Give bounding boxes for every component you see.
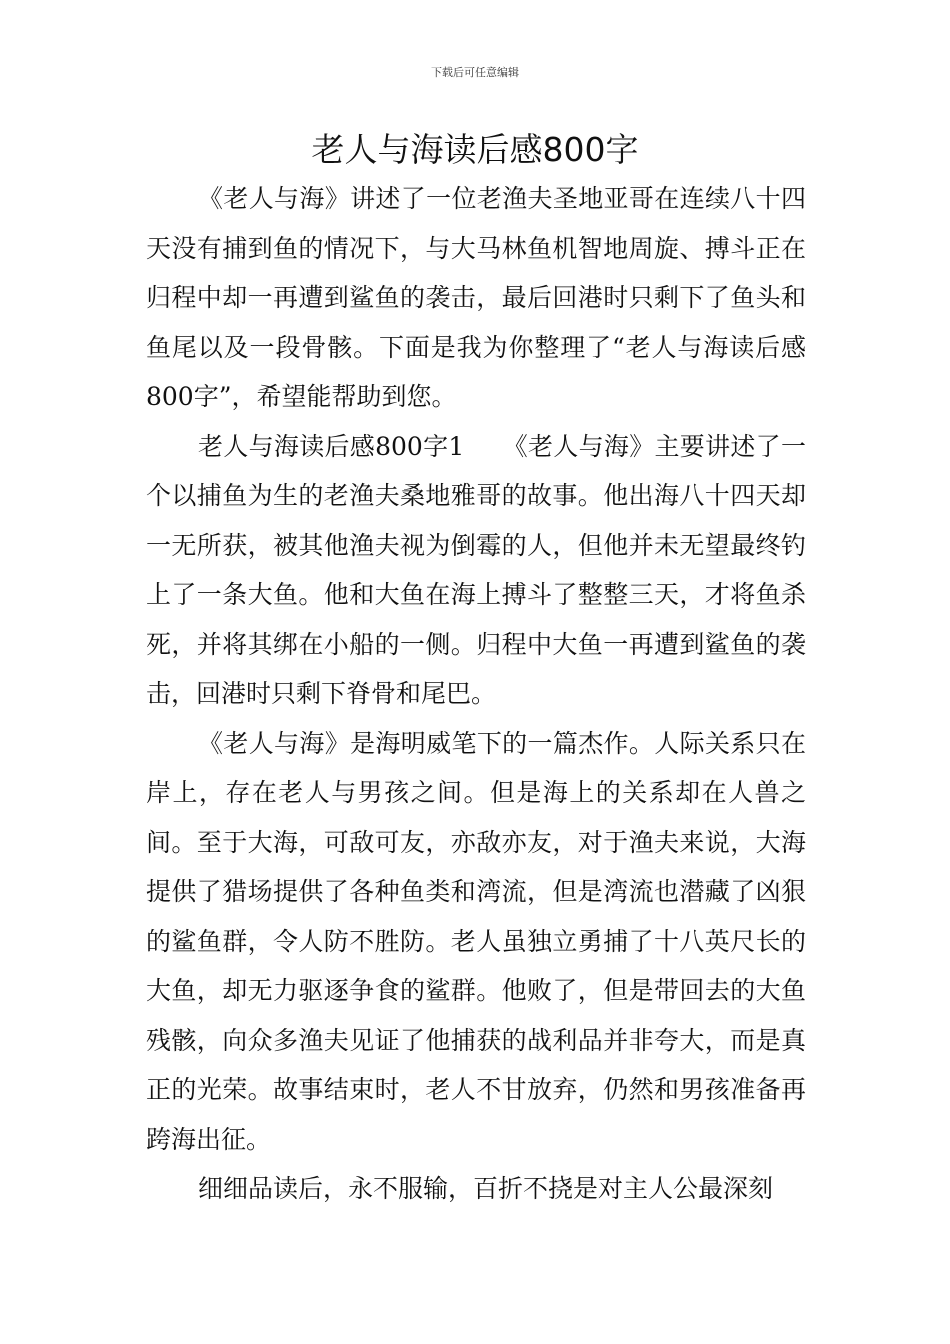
paragraph-essay-1: 老人与海读后感800字1 《老人与海》主要讲述了一个以捕鱼为生的老渔夫桑地雅哥的故事。他出海八十四天却一无所获，被其他渔夫视为倒霉的人，但他并未无望最终钓上了一条大鱼。他和大鱼在海上搏斗了整整三天，才将鱼杀死，并将其绑在小船的一侧。归程中大鱼一再遭到鲨鱼的袭击，回港时只剩下脊骨和尾巴。	[146, 431, 806, 708]
paragraph-reflection: 细细品读后，永不服输，百折不挠是对主人公最深刻	[198, 1174, 774, 1203]
header-note: 下载后可任意编辑	[431, 66, 519, 79]
document-title: 老人与海读后感800字	[311, 130, 639, 169]
paragraph-intro: 《老人与海》讲述了一位老渔夫圣地亚哥在连续八十四天没有捕到鱼的情况下，与大马林鱼机智地周旋、搏斗正在归程中却一再遭到鲨鱼的袭击，最后回港时只剩下了鱼头和鱼尾以及一段骨骸。下面是我为你整理了“老人与海读后感800字”，希望能帮助到您。	[146, 184, 806, 411]
paragraph-masterpiece: 《老人与海》是海明威笔下的一篇杰作。人际关系只在岸上，存在老人与男孩之间。但是海上的关系却在人兽之间。至于大海，可敌可友，亦敌亦友，对于渔夫来说，大海提供了猎场提供了各种鱼类和湾流，但是湾流也潜藏了凶狠的鲨鱼群，令人防不胜防。老人虽独立勇捕了十八英尺长的大鱼，却无力驱逐争食的鲨群。他败了，但是带回去的大鱼残骸，向众多渔夫见证了他捕获的战利品并非夸大，而是真正的光荣。故事结束时，老人不甘放弃，仍然和男孩准备再跨海出征。	[146, 728, 806, 1154]
document-body	[146, 174, 806, 1214]
